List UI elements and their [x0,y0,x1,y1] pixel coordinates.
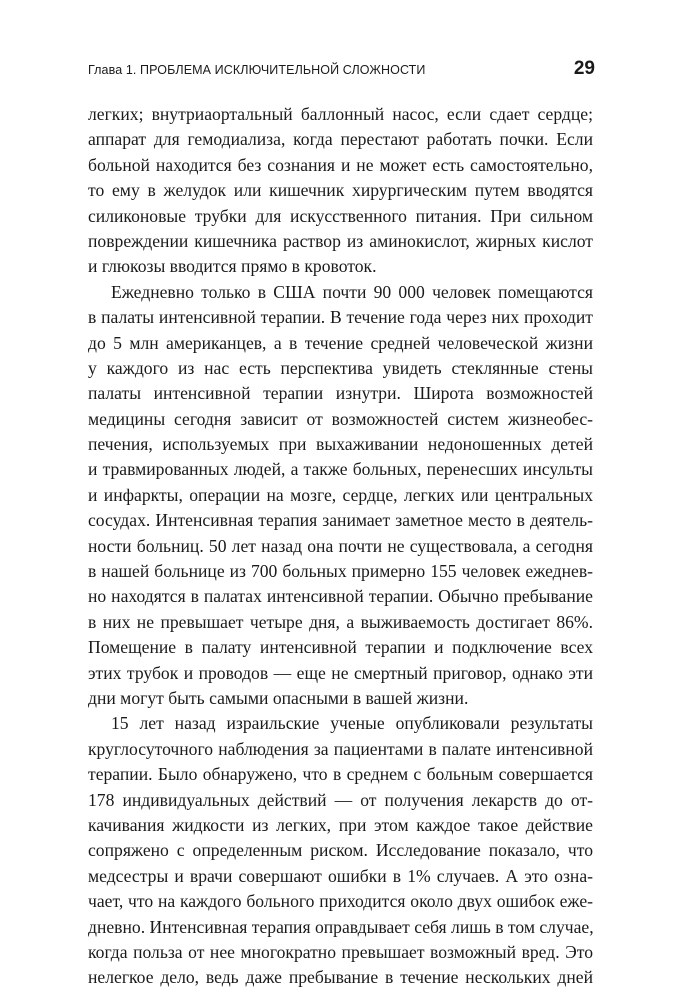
text-line: аппарат для гемодиализа, когда перестают работать почки. Если [88,129,593,150]
page-number: 29 [573,58,595,79]
text-line: 15 лет назад израильские ученые опубликовали результаты [111,713,593,734]
text-line: дни могут быть самыми опасными в вашей жизни. [88,687,469,708]
text-line: медсестры и врачи совершают ошибки в 1% случаев. А это озна- [88,865,593,886]
text-line: нелегкое дело, ведь даже пребывание в течение нескольких дней [88,967,593,988]
text-line: силиконовые трубки для искусственного питания. При сильном [88,205,593,226]
text-line: чает, что на каждого больного приходится около двух ошибок еже- [88,891,593,912]
text-line: круглосуточного наблюдения за пациентами в палате интенсивной [88,738,593,759]
text-line: в них не превышает четыре дня, а выживаемость достигает 86%. [88,611,593,632]
text-line: легких; внутриаортальный баллонный насос, если сдает сердце; [88,104,593,124]
text-line: печения, используемых при выхаживании недоношенных детей [88,434,593,455]
text-line: в нашей больнице из 700 больных примерно 155 человек ежеднев- [88,561,593,582]
text-line: то ему в желудок или кишечник хирургическим путем вводятся [88,180,593,201]
text-line: этих трубок и проводов — еще не смертный приговор, однако эти [88,662,593,683]
text-line: и глюкозы вводится прямо в кровоток. [88,256,377,277]
text-line: больной находится без сознания и не может есть самостоятельно, [88,154,593,175]
text-line: и травмированных людей, а также больных, перенесших инсульты [88,459,593,480]
text-line: палаты интенсивной терапии изнутри. Широта возможностей [88,383,593,404]
page-header [88,58,595,80]
text-line: и инфаркты, операции на мозге, сердце, легких или центральных [88,484,593,505]
text-line: в палаты интенсивной терапии. В течение года через них проходит [88,307,593,328]
paragraph [88,102,593,280]
text-line: медицины сегодня зависит от возможностей систем жизнеобес- [88,408,593,429]
text-line: до 5 млн американцев, а в течение средней человеческой жизни [88,332,593,353]
text-line: Помещение в палату интенсивной терапии и подключение всех [88,637,593,658]
text-line: но находятся в палатах интенсивной терапии. Обычно пребывание [88,586,593,607]
paragraph [88,280,593,712]
text-line: Ежедневно только в США почти 90 000 человек помещаются [111,281,593,302]
text-line: у каждого из нас есть перспектива увидеть стеклянные стены [88,357,593,378]
body-text [88,102,593,991]
text-line: сопряжено с определенным риском. Исследование показало, что [88,840,593,861]
text-line: повреждении кишечника раствор из аминокислот, жирных кислот [88,230,593,251]
text-line: 178 индивидуальных действий — от получения лекарств до от- [88,789,593,810]
text-line: ности больниц. 50 лет назад она почти не существовала, а сегодня [88,535,593,556]
text-line: сосудах. Интенсивная терапия занимает заметное место в деятель- [88,510,593,531]
running-head: Глава 1. ПРОБЛЕМА ИСКЛЮЧИТЕЛЬНОЙ СЛОЖНОСТИ [88,63,426,77]
text-line: когда польза от нее многократно превышает возможный вред. Это [88,941,593,962]
text-line: терапии. Было обнаружено, что в среднем с больным совершается [88,764,593,785]
text-line: качивания жидкости из легких, при этом каждое такое действие [88,814,593,835]
text-line: дневно. Интенсивная терапия оправдывает себя лишь в том случае, [88,916,594,937]
paragraph [88,711,593,990]
